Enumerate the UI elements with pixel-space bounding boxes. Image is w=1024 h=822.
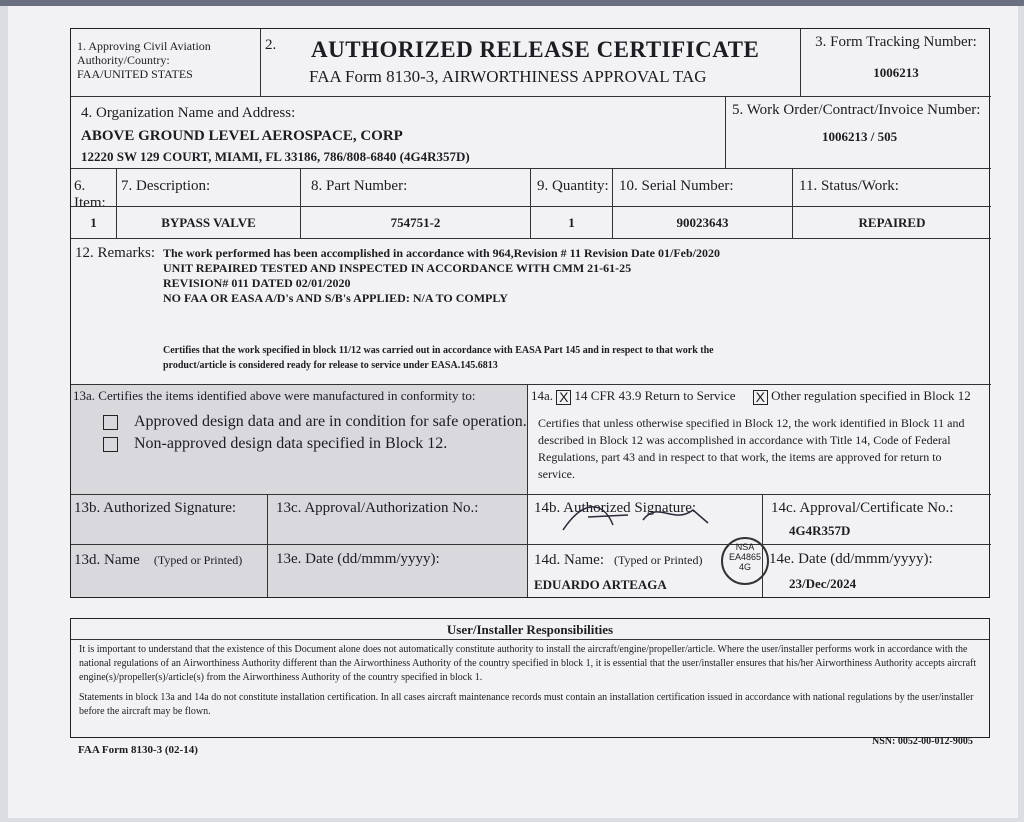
form-title: AUTHORIZED RELEASE CERTIFICATE [311,37,760,62]
status-work-header: 11. Status/Work: [793,169,991,207]
block-14c [763,495,991,545]
block-14a [528,385,991,495]
block-5-label: 5. Work Order/Contract/Invoice Number: [732,102,981,118]
block-14e-label: 14e. Date (dd/mmm/yyyy): [769,551,933,567]
remarks-label: 12. Remarks: [75,245,155,261]
approved-design-checkbox[interactable] [103,415,118,430]
item-header: 6. Item: [71,169,117,207]
non-approved-design-label: Non-approved design data specified in Block 12. [134,435,448,452]
description-header: 7. Description: [117,169,301,207]
form-tracking-number: 1006213 [873,65,919,80]
responsibilities-paragraph-2: Statements in block 13a and 14a do not constitute installation certification. In all cases aircraft maintenance records must contain an installation certification issued in accordance with national regulations by the user/installer before the aircraft may be flown. [79,692,974,717]
block-3 [801,29,991,97]
block-13c: 13c. Approval/Authorization No.: [268,495,528,545]
block-14c-label: 14c. Approval/Certificate No.: [771,500,954,516]
block-12-remarks [71,239,991,385]
block-13d [71,545,268,597]
block-14a-label: 14a. [531,388,554,403]
form-subtitle: FAA Form 8130-3, AIRWORTHINESS APPROVAL TAG [309,67,707,86]
other-regulation-checkbox[interactable]: X [753,390,768,405]
quantity-value: 1 [531,207,613,239]
status-work-value: REPAIRED [793,207,991,239]
block-13e: 13e. Date (dd/mmm/yyyy): [268,545,528,597]
serial-number-header: 10. Serial Number: [613,169,793,207]
block-14d-hint: (Typed or Printed) [613,553,703,567]
quantity-header: 9. Quantity: [531,169,613,207]
block-1 [71,29,261,97]
approved-design-label: Approved design data and are in condition for safe operation. [134,413,527,430]
work-order-number: 1006213 / 505 [822,129,898,144]
block-13a [71,385,528,495]
release-date: 23/Dec/2024 [789,576,857,591]
block-13d-label: 13d. Name [74,552,140,568]
non-approved-design-checkbox[interactable] [103,437,118,452]
signatory-name: EDUARDO ARTEAGA [534,577,667,592]
return-to-service-checkbox[interactable]: X [556,390,571,405]
other-regulation-label: Other regulation specified in Block 12 [771,388,971,403]
stamp-middle: EA4865 [728,552,762,562]
inspection-stamp [721,537,769,585]
block-4 [71,97,726,169]
block-13a-label: 13a. Certifies the items identified above were manufactured in conformity to: [73,388,476,403]
block-1-label: 1. Approving Civil Aviation Authority/Country: [77,39,211,67]
remarks-line-5: Certifies that the work specified in block 11/12 was carried out in accordance with EASA Part 145 and in respect to that work the [163,345,714,356]
responsibilities-paragraph-1: It is important to understand that the existence of this Document alone does not automatically constitute authority to install the aircraft/engine/propeller/article. Where the user/installer performs work in accordance with the national regulations of an Airworthiness Authority different than the Airworthiness Authority of the country specified in block 1, it is essential that the user/installer ensures that his/her Airworthiness Authority accepts aircraft engine(s)/propeller(s)/article(s) from the Airworthiness Authority of the country specified in block 1. [79,644,977,683]
organization-address: 12220 SW 129 COURT, MIAMI, FL 33186, 786/808-6840 (4G4R357D) [81,149,470,164]
block-14a-statement: Certifies that unless otherwise specified in Block 12, the work identified in Block 11 and described in Block 12 was accomplished in accordance with Title 14, Code of Federal Regulations, part 43 and in respect to that work, the items are approved for return to service. [538,416,965,481]
block-14d-label: 14d. Name: [534,552,604,568]
form-number-footer: FAA Form 8130-3 (02-14) [78,744,198,756]
serial-number-value: 90023643 [613,207,793,239]
block-14b [528,495,763,545]
signature-scribble [558,495,718,535]
stamp-bottom: 4G [738,562,751,572]
nsn-footer: NSN: 0052-00-012-9005 [872,736,973,747]
remarks-line-4: NO FAA OR EASA A/D's AND S/B's APPLIED: N/A TO COMPLY [163,291,508,305]
remarks-line-3: REVISION# 011 DATED 02/01/2020 [163,276,351,290]
block-3-label: 3. Form Tracking Number: [815,34,977,50]
user-installer-responsibilities [70,618,990,738]
remarks-line-2: UNIT REPAIRED TESTED AND INSPECTED IN ACCORDANCE WITH CMM 21-61-25 [163,261,632,275]
block-4-label: 4. Organization Name and Address: [81,105,296,121]
certificate-form [70,28,990,598]
part-number-value: 754751-2 [301,207,531,239]
remarks-line-6: product/article is considered ready for release to service under EASA.145.6813 [163,360,498,371]
block-14b-label: 14b. Authorized Signature: [534,500,697,516]
item-value: 1 [71,207,117,239]
return-to-service-label: 14 CFR 43.9 Return to Service [574,388,736,403]
description-value: BYPASS VALVE [117,207,301,239]
block-1-value: FAA/UNITED STATES [77,67,193,81]
organization-name: ABOVE GROUND LEVEL AEROSPACE, CORP [81,128,403,144]
remarks-line-1: The work performed has been accomplished in accordance with 964,Revision # 11 Revision Date 01/Feb/2020 [163,246,720,260]
part-number-header: 8. Part Number: [301,169,531,207]
block-14e [763,545,991,597]
responsibilities-title: User/Installer Responsibilities [71,619,989,640]
block-2-number: 2. [265,37,277,53]
stamp-top: NSA [735,542,755,552]
block-13b: 13b. Authorized Signature: [71,495,268,545]
block-2 [261,29,801,97]
block-5 [726,97,991,169]
certificate-number: 4G4R357D [789,523,851,538]
block-13d-hint: (Typed or Printed) [153,553,243,567]
